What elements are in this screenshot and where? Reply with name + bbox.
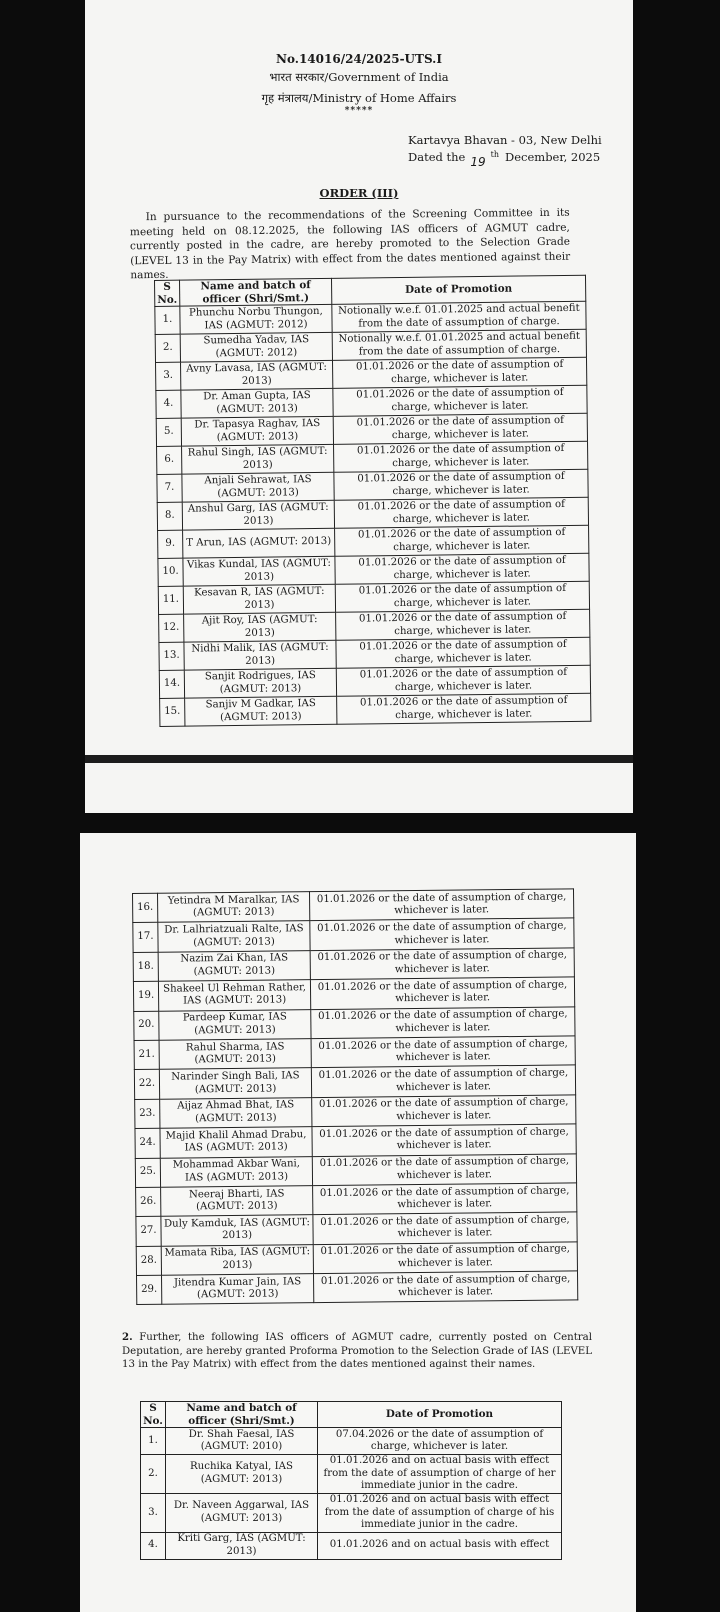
cell-sno: 21. [134, 1040, 159, 1070]
cell-promotion-date: 01.01.2026 or the date of assumption of charge, whichever is later. [312, 1095, 576, 1127]
table-row [137, 1271, 578, 1305]
table-row [134, 1006, 575, 1040]
promotion-table-1 [154, 275, 591, 727]
dated-line [408, 150, 601, 169]
cell-sno: 22. [134, 1070, 159, 1100]
cell-sno: 2. [141, 1455, 166, 1494]
cell-promotion-date: 01.01.2026 or the date of assumption of charge, whichever is later. [336, 609, 590, 640]
cell-promotion-date: 01.01.2026 and on actual basis with effect [318, 1532, 562, 1559]
cell-sno: 9. [158, 530, 183, 558]
cell-sno: 27. [136, 1217, 161, 1247]
cell-promotion-date: 01.01.2026 or the date of assumption of charge, whichever is later. [336, 665, 590, 696]
cell-officer-name: Duly Kamduk, IAS (AGMUT: 2013) [161, 1215, 313, 1246]
cell-sno: 5. [156, 418, 181, 446]
cell-sno: 25. [135, 1158, 160, 1188]
cell-officer-name: Jitendra Kumar Jain, IAS (AGMUT: 2013) [162, 1274, 314, 1305]
paragraph-2 [122, 1331, 592, 1372]
cell-sno: 16. [133, 893, 158, 923]
table-row [160, 693, 591, 726]
cell-officer-name: Dr. Lalhriatzuali Ralte, IAS (AGMUT: 2013) [158, 921, 310, 952]
cell-sno: 19. [133, 981, 158, 1011]
header-name: Name and batch of officer (Shri/Smt.) [166, 1402, 318, 1428]
header-sno: S No. [155, 280, 180, 306]
cell-officer-name: Mohammad Akbar Wani, IAS (AGMUT: 2013) [160, 1156, 312, 1187]
cell-sno: 7. [157, 474, 182, 502]
cell-officer-name: Mamata Riba, IAS (AGMUT: 2013) [161, 1244, 313, 1275]
order-title: ORDER (III) [319, 186, 399, 200]
cell-sno: 26. [136, 1187, 161, 1217]
cell-sno: 17. [133, 923, 158, 953]
cell-officer-name: Pardeep Kumar, IAS (AGMUT: 2013) [159, 1009, 311, 1040]
cell-officer-name: Rahul Singh, IAS (AGMUT: 2013) [182, 445, 334, 475]
cell-promotion-date: 01.01.2026 and on actual basis with effect from the date of assumption of charge of his immediate junior in the cadre. [318, 1493, 562, 1532]
cell-sno: 3. [141, 1493, 166, 1532]
cell-officer-name: Kesavan R, IAS (AGMUT: 2013) [183, 584, 335, 614]
dated-sup: th [490, 150, 500, 159]
cell-officer-name: Sanjiv M Gadkar, IAS (AGMUT: 2013) [185, 696, 337, 726]
cell-promotion-date: 01.01.2026 or the date of assumption of charge, whichever is later. [334, 441, 588, 472]
cell-promotion-date: 01.01.2026 or the date of assumption of charge, whichever is later. [313, 1271, 577, 1303]
table-row [136, 1212, 577, 1246]
cell-officer-name: Majid Khalil Ahmad Drabu, IAS (AGMUT: 2013) [160, 1127, 312, 1158]
dated-day: 19 [470, 155, 486, 169]
proforma-promotion-table [140, 1401, 562, 1560]
cell-officer-name: Yetindra M Maralkar, IAS (AGMUT: 2013) [158, 892, 310, 923]
cell-sno: 20. [134, 1011, 159, 1041]
table-row [136, 1183, 577, 1217]
cell-promotion-date: Notionally w.e.f. 01.01.2025 and actual benefit from the date of assumption of charge. [332, 329, 586, 360]
table-row [141, 1428, 562, 1455]
cell-promotion-date: 01.01.2026 or the date of assumption of charge, whichever is later. [335, 553, 589, 584]
cell-promotion-date: 01.01.2026 or the date of assumption of charge, whichever is later. [337, 693, 591, 724]
cell-sno: 18. [133, 952, 158, 982]
cell-sno: 15. [160, 698, 185, 726]
table-row [135, 1124, 576, 1158]
cell-officer-name: Ajit Roy, IAS (AGMUT: 2013) [184, 612, 336, 642]
cell-promotion-date: 01.01.2026 or the date of assumption of charge, whichever is later. [309, 889, 573, 921]
cell-promotion-date: Notionally w.e.f. 01.01.2025 and actual benefit from the date of assumption of charge. [332, 301, 586, 332]
reference-number: No.14016/24/2025-UTS.I [276, 52, 442, 66]
cell-sno: 4. [156, 390, 181, 418]
table-row [135, 1153, 576, 1187]
cell-sno: 24. [135, 1128, 160, 1158]
table-row [133, 977, 574, 1011]
header-name: Name and batch of officer (Shri/Smt.) [180, 278, 332, 306]
stars-divider: ***** [344, 106, 374, 116]
table-row [136, 1242, 577, 1276]
cell-promotion-date: 01.01.2026 or the date of assumption of charge, whichever is later. [332, 357, 586, 388]
cell-officer-name: Dr. Shah Faesal, IAS (AGMUT: 2010) [166, 1428, 318, 1455]
cell-sno: 14. [159, 670, 184, 698]
cell-sno: 12. [159, 614, 184, 642]
cell-promotion-date: 01.01.2026 or the date of assumption of charge, whichever is later. [313, 1183, 577, 1215]
cell-promotion-date: 01.01.2026 or the date of assumption of charge, whichever is later. [312, 1124, 576, 1156]
table-row [141, 1493, 562, 1532]
cell-promotion-date: 01.01.2026 or the date of assumption of charge, whichever is later. [333, 413, 587, 444]
cell-officer-name: T Arun, IAS (AGMUT: 2013) [183, 529, 335, 559]
table-row [133, 918, 574, 952]
cell-officer-name: Shakeel Ul Rehman Rather, IAS (AGMUT: 2013) [158, 980, 310, 1011]
cell-officer-name: Sumedha Yadav, IAS (AGMUT: 2012) [180, 333, 332, 363]
cell-officer-name: Ruchika Katyal, IAS (AGMUT: 2013) [166, 1455, 318, 1494]
dated-rest: December, 2025 [505, 150, 601, 164]
cell-sno: 10. [158, 558, 183, 586]
cell-promotion-date: 01.01.2026 or the date of assumption of charge, whichever is later. [310, 977, 574, 1009]
table-row [141, 1532, 562, 1559]
paragraph-2-text: Further, the following IAS officers of AGMUT cadre, currently posted on Central Deputation, are hereby granted Proforma Promotion to the Selection Grade of IAS (LEVEL 13 in the Pay Matrix) with effect from the dates mentioned against their names. [122, 1332, 592, 1370]
cell-sno: 2. [155, 334, 180, 362]
cell-promotion-date: 01.01.2026 or the date of assumption of charge, whichever is later. [310, 918, 574, 950]
cell-promotion-date: 01.01.2026 or the date of assumption of charge, whichever is later. [335, 525, 589, 556]
cell-officer-name: Anshul Garg, IAS (AGMUT: 2013) [182, 501, 334, 531]
cell-officer-name: Avny Lavasa, IAS (AGMUT: 2013) [181, 361, 333, 391]
cell-promotion-date: 01.01.2026 or the date of assumption of charge, whichever is later. [311, 1065, 575, 1097]
header-sno: S No. [141, 1402, 166, 1428]
cell-promotion-date: 07.04.2026 or the date of assumption of charge, whichever is later. [318, 1428, 562, 1455]
cell-sno: 4. [141, 1532, 166, 1559]
cell-sno: 3. [156, 362, 181, 390]
cell-officer-name: Nazim Zai Khan, IAS (AGMUT: 2013) [158, 950, 310, 981]
cell-sno: 1. [155, 306, 180, 334]
dated-prefix: Dated the [408, 150, 466, 164]
cell-promotion-date: 01.01.2026 or the date of assumption of charge, whichever is later. [313, 1212, 577, 1244]
cell-officer-name: Kriti Garg, IAS (AGMUT: 2013) [166, 1532, 318, 1559]
cell-sno: 29. [137, 1275, 162, 1305]
cell-officer-name: Vikas Kundal, IAS (AGMUT: 2013) [183, 556, 335, 586]
cell-officer-name: Neeraj Bharti, IAS (AGMUT: 2013) [161, 1186, 313, 1217]
cell-sno: 11. [158, 586, 183, 614]
table-row [135, 1095, 576, 1129]
cell-sno: 13. [159, 642, 184, 670]
table-row [134, 1036, 575, 1070]
cell-promotion-date: 01.01.2026 and on actual basis with effect from the date of assumption of charge of her immediate junior in the cadre. [318, 1455, 562, 1494]
document-page-1 [85, 0, 633, 813]
cell-officer-name: Anjali Sehrawat, IAS (AGMUT: 2013) [182, 473, 334, 503]
cell-sno: 28. [136, 1246, 161, 1276]
paragraph-1: In pursuance to the recommendations of the Screening Committee in its meeting held on 08.12.2025, the following IAS officers of AGMUT cadre, currently posted in the cadre, are hereby promoted to the Selection Grade (LEVEL 13 in the Pay Matrix) with effect from the dates mentioned against their names. [129, 206, 571, 282]
cell-promotion-date: 01.01.2026 or the date of assumption of charge, whichever is later. [336, 637, 590, 668]
cell-promotion-date: 01.01.2026 or the date of assumption of charge, whichever is later. [333, 385, 587, 416]
cell-promotion-date: 01.01.2026 or the date of assumption of charge, whichever is later. [335, 581, 589, 612]
header-date: Date of Promotion [318, 1402, 562, 1428]
cell-officer-name: Phunchu Norbu Thungon, IAS (AGMUT: 2012) [180, 305, 332, 335]
cell-promotion-date: 01.01.2026 or the date of assumption of charge, whichever is later. [313, 1242, 577, 1274]
government-line: भारत सरकार/Government of India [269, 70, 449, 84]
cell-promotion-date: 01.01.2026 or the date of assumption of charge, whichever is later. [334, 497, 588, 528]
cell-officer-name: Sanjit Rodrigues, IAS (AGMUT: 2013) [184, 668, 336, 698]
cell-officer-name: Nidhi Malik, IAS (AGMUT: 2013) [184, 640, 336, 670]
cell-promotion-date: 01.01.2026 or the date of assumption of charge, whichever is later. [310, 948, 574, 980]
cell-sno: 1. [141, 1428, 166, 1455]
cell-officer-name: Aijaz Ahmad Bhat, IAS (AGMUT: 2013) [160, 1097, 312, 1128]
table-row [133, 889, 574, 923]
cell-promotion-date: 01.01.2026 or the date of assumption of charge, whichever is later. [311, 1036, 575, 1068]
cell-sno: 23. [135, 1099, 160, 1129]
cell-officer-name: Dr. Aman Gupta, IAS (AGMUT: 2013) [181, 389, 333, 419]
cell-sno: 8. [157, 502, 182, 530]
cell-promotion-date: 01.01.2026 or the date of assumption of charge, whichever is later. [334, 469, 588, 500]
cell-officer-name: Dr. Naveen Aggarwal, IAS (AGMUT: 2013) [166, 1493, 318, 1532]
page-edge-shadow [85, 755, 633, 763]
cell-promotion-date: 01.01.2026 or the date of assumption of charge, whichever is later. [311, 1006, 575, 1038]
office-address: Kartavya Bhavan - 03, New Delhi [408, 133, 602, 147]
cell-sno: 6. [157, 446, 182, 474]
cell-promotion-date: 01.01.2026 or the date of assumption of charge, whichever is later. [312, 1153, 576, 1185]
cell-officer-name: Narinder Singh Bali, IAS (AGMUT: 2013) [159, 1068, 311, 1099]
table-row [141, 1455, 562, 1494]
cell-officer-name: Rahul Sharma, IAS (AGMUT: 2013) [159, 1039, 311, 1070]
table-row [134, 1065, 575, 1099]
header-date: Date of Promotion [331, 275, 585, 304]
document-page-2 [80, 833, 636, 1612]
table-row [133, 948, 574, 982]
ministry-line: गृह मंत्रालय/Ministry of Home Affairs [261, 91, 457, 105]
paragraph-2-number: 2. [122, 1331, 133, 1343]
promotion-table-2 [132, 888, 578, 1305]
cell-officer-name: Dr. Tapasya Raghav, IAS (AGMUT: 2013) [181, 417, 333, 447]
